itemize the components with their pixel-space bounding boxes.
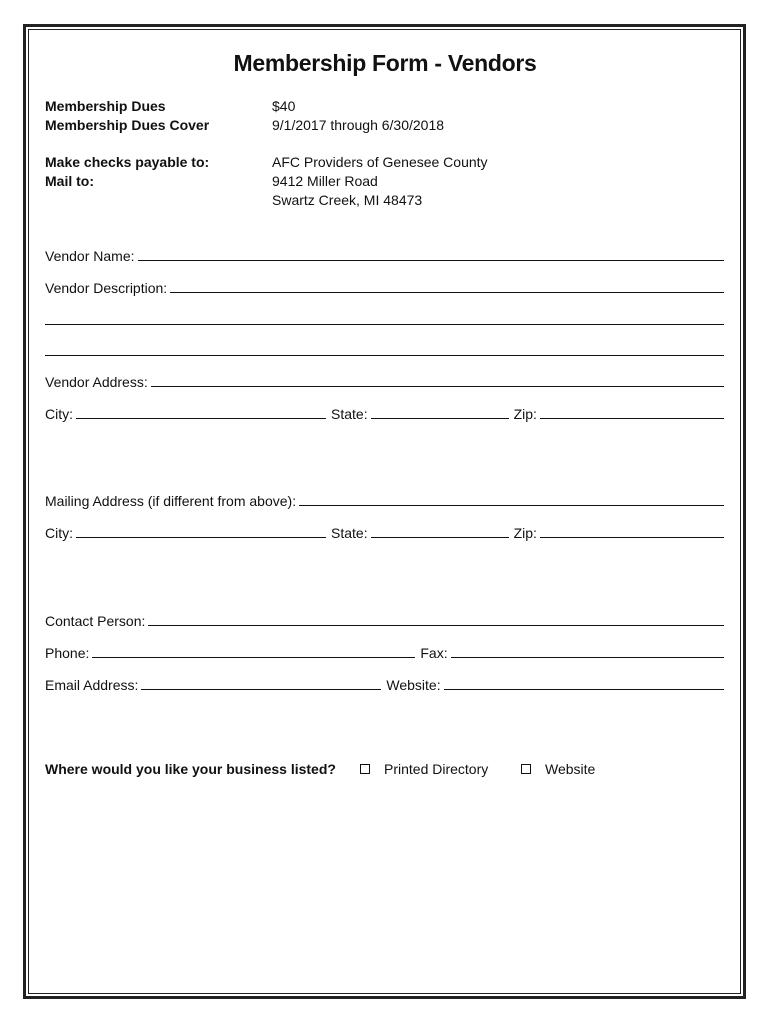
vendor-description-field[interactable] xyxy=(170,292,724,293)
dues-cover-value: 9/1/2017 through 6/30/2018 xyxy=(272,117,445,133)
phone-label: Phone: xyxy=(45,645,90,661)
vendor-address-field[interactable] xyxy=(151,386,724,387)
mailing-state-field[interactable] xyxy=(371,537,509,538)
listing-question: Where would you like your business listed? xyxy=(45,761,336,777)
dues-value: $40 xyxy=(272,98,296,114)
vendor-address-row xyxy=(45,370,724,390)
fax-label: Fax: xyxy=(420,645,448,661)
website-label: Website: xyxy=(386,677,441,693)
state-label: State: xyxy=(331,406,368,422)
vendor-name-field[interactable] xyxy=(138,260,725,261)
printed-directory-label: Printed Directory xyxy=(384,761,489,777)
website-field[interactable] xyxy=(444,689,724,690)
vendor-description-label: Vendor Description: xyxy=(45,280,168,296)
mailing-address-row xyxy=(45,489,724,509)
email-label: Email Address: xyxy=(45,677,139,693)
mailing-zip-field[interactable] xyxy=(540,537,724,538)
page-border-inner xyxy=(28,29,741,994)
phone-fax-row xyxy=(45,641,724,661)
vendor-description-row xyxy=(45,276,724,296)
zip-label: Zip: xyxy=(513,406,537,422)
website-option[interactable] xyxy=(521,761,595,777)
vendor-name-row xyxy=(45,244,724,264)
contact-person-field[interactable] xyxy=(148,625,724,626)
printed-directory-checkbox[interactable] xyxy=(360,764,370,774)
dues-label: Membership Dues xyxy=(45,98,166,114)
city-label: City: xyxy=(45,525,73,541)
form-title: Membership Form - Vendors xyxy=(233,50,537,76)
vendor-zip-field[interactable] xyxy=(540,418,724,419)
email-field[interactable] xyxy=(141,689,381,690)
vendor-description-line-2[interactable] xyxy=(45,324,724,325)
mailing-address-label: Mailing Address (if different from above): xyxy=(45,493,297,509)
mailing-city-field[interactable] xyxy=(76,537,326,538)
mail-to-label: Mail to: xyxy=(45,173,94,189)
mail-to-line1: 9412 Miller Road xyxy=(272,173,378,189)
vendor-name-label: Vendor Name: xyxy=(45,248,135,264)
website-checkbox[interactable] xyxy=(521,764,531,774)
checks-payable-label: Make checks payable to: xyxy=(45,154,210,170)
contact-person-row xyxy=(45,609,724,629)
zip-label: Zip: xyxy=(513,525,537,541)
contact-person-label: Contact Person: xyxy=(45,613,146,629)
vendor-state-field[interactable] xyxy=(371,418,509,419)
dues-cover-label: Membership Dues Cover xyxy=(45,117,210,133)
website-option-label: Website xyxy=(545,761,596,777)
vendor-address-label: Vendor Address: xyxy=(45,374,148,390)
vendor-city-field[interactable] xyxy=(76,418,326,419)
phone-field[interactable] xyxy=(92,657,415,658)
mailing-address-field[interactable] xyxy=(299,505,724,506)
state-label: State: xyxy=(331,525,368,541)
fax-field[interactable] xyxy=(451,657,724,658)
city-label: City: xyxy=(45,406,73,422)
checks-payable-value: AFC Providers of Genesee County xyxy=(272,154,488,170)
mailing-city-state-zip-row xyxy=(45,521,724,541)
mail-to-line2: Swartz Creek, MI 48473 xyxy=(272,192,423,208)
vendor-description-line-3[interactable] xyxy=(45,355,724,356)
vendor-city-state-zip-row xyxy=(45,402,724,422)
email-website-row xyxy=(45,673,724,693)
printed-directory-option[interactable] xyxy=(360,761,488,777)
